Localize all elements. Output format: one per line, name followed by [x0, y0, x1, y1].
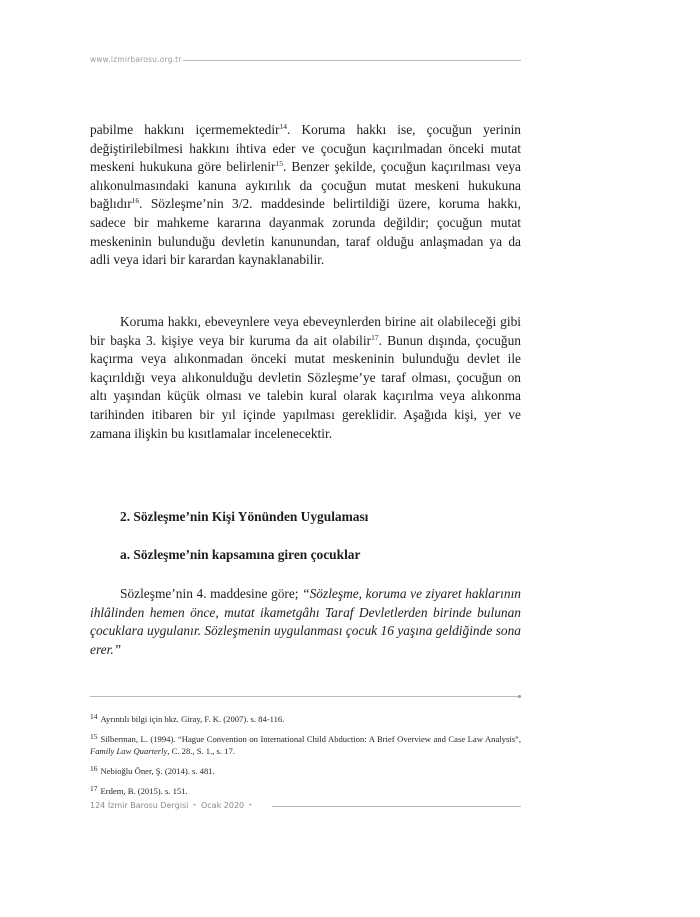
page-footer: [90, 801, 254, 810]
footnote-number: 14: [90, 712, 98, 721]
footnote-number: 15: [90, 732, 98, 741]
footnote-divider: [90, 696, 521, 697]
header-rule: [183, 60, 521, 61]
footnote-number: 16: [90, 764, 98, 773]
footer-rule: [272, 806, 521, 807]
section-heading: 2. Sözleşme’nin Kişi Yönünden Uygulaması: [120, 509, 369, 524]
footnote: [90, 783, 521, 797]
header-url: www.izmirbarosu.org.tr: [90, 55, 182, 64]
footnote-journal: Family Law Quarterly: [90, 746, 168, 756]
footnote-ref: 15: [275, 159, 283, 169]
footnote: [90, 731, 521, 757]
footnote-text: Nebioğlu Öner, Ş. (2014). s. 481.: [100, 766, 215, 776]
footnote-ref: 17: [371, 332, 379, 342]
issue-date: Ocak 2020: [200, 801, 245, 810]
body-paragraph-3: [90, 585, 521, 659]
footnote-text: Erdem, B. (2015). s. 151.: [100, 786, 188, 796]
footnote-ref: 14: [279, 122, 288, 131]
footnotes: [90, 711, 521, 803]
footnote-text: Silberman, L. (1994). “Hague Convention on International Child Abduction: A Brief Overview and Case Law Analysis”,: [100, 734, 521, 744]
page-number: 124: [90, 801, 106, 810]
paragraph-text: . Bunun dışında, çocuğun kaçırma veya alıkonmadan önceki mutat meskeninin bulunduğu devlet ile kaçırıldığı veya alıkonulduğu devletin Sözleşme’ye taraf olması, çocuğun on altı yaşından küçük olması ve talebin kural olarak kaçırılma veya alıkonma tarihinden itibaren bir yıl içinde yapılması gereklidir. Aşağıda kişi, yer ve zamana ilişkin bu kısıtlamalar incelenecektir.: [90, 332, 522, 441]
subsection-heading: a. Sözleşme’nin kapsamına giren çocuklar: [120, 547, 361, 562]
paragraph-lead: Sözleşme’nin 4. maddesine göre;: [120, 586, 303, 601]
footnote: [90, 711, 521, 725]
footnote-ref: 16: [131, 196, 140, 206]
footnote-text: Ayrıntılı bilgi için bkz. Giray, F. K. (2007). s. 84-116.: [100, 714, 285, 724]
body-paragraph-2: [90, 313, 521, 443]
paragraph-text: pabilme hakkını içermemektedir: [90, 122, 280, 137]
footnote-number: 17: [90, 784, 98, 793]
bullet-separator: •: [248, 802, 253, 809]
paragraph-text: Koruma hakkı, ebeveynlere veya ebeveynlerden birine ait olabileceği gibi bir başka 3. kişiye veya bir kuruma da ait olabilir: [90, 314, 521, 348]
footnote-tail: , C. 28., S. 1., s. 17.: [167, 746, 235, 756]
paragraph-text: . Benzer şekilde, çocuğun kaçırılması veya alıkonulmasındaki kanuna aykırılık da çocuğun mutat meskeni hukukuna bağlıdır: [90, 159, 521, 212]
journal-name: İzmir Barosu Dergisi: [107, 801, 189, 810]
paragraph-text: . Koruma hakkı ise, çocuğun yerinin değiştirilebilmesi hakkını ihtiva eder ve çocuğun kaçırılmadan önceki mutat meskeni hukukuna göre belirlenir: [90, 122, 521, 175]
paragraph-text: . Sözleşme’nin 3/2. maddesinde belirtildiği üzere, koruma hakkı, sadece bir mahkeme kararına dayanmak zorunda değildir; çocuğun mutat meskeninin bulunduğu devletin kanunundan, taraf olduğu anlaşmadan ya da adli veya idari bir karardan kaynaklanabilir.: [90, 196, 521, 268]
body-paragraph-1: [90, 121, 521, 270]
footnote: [90, 763, 521, 777]
bullet-separator: •: [192, 802, 197, 809]
article-quote: “Sözleşme, koruma ve ziyaret haklarının ihlâlinden hemen önce, mutat ikametgâhı Taraf Devletlerden birinde bulunan çocuklara uygulanır. Sözleşmenin uygulanması çocuk 16 yaşına geldiğinde sona erer.”: [90, 586, 521, 657]
